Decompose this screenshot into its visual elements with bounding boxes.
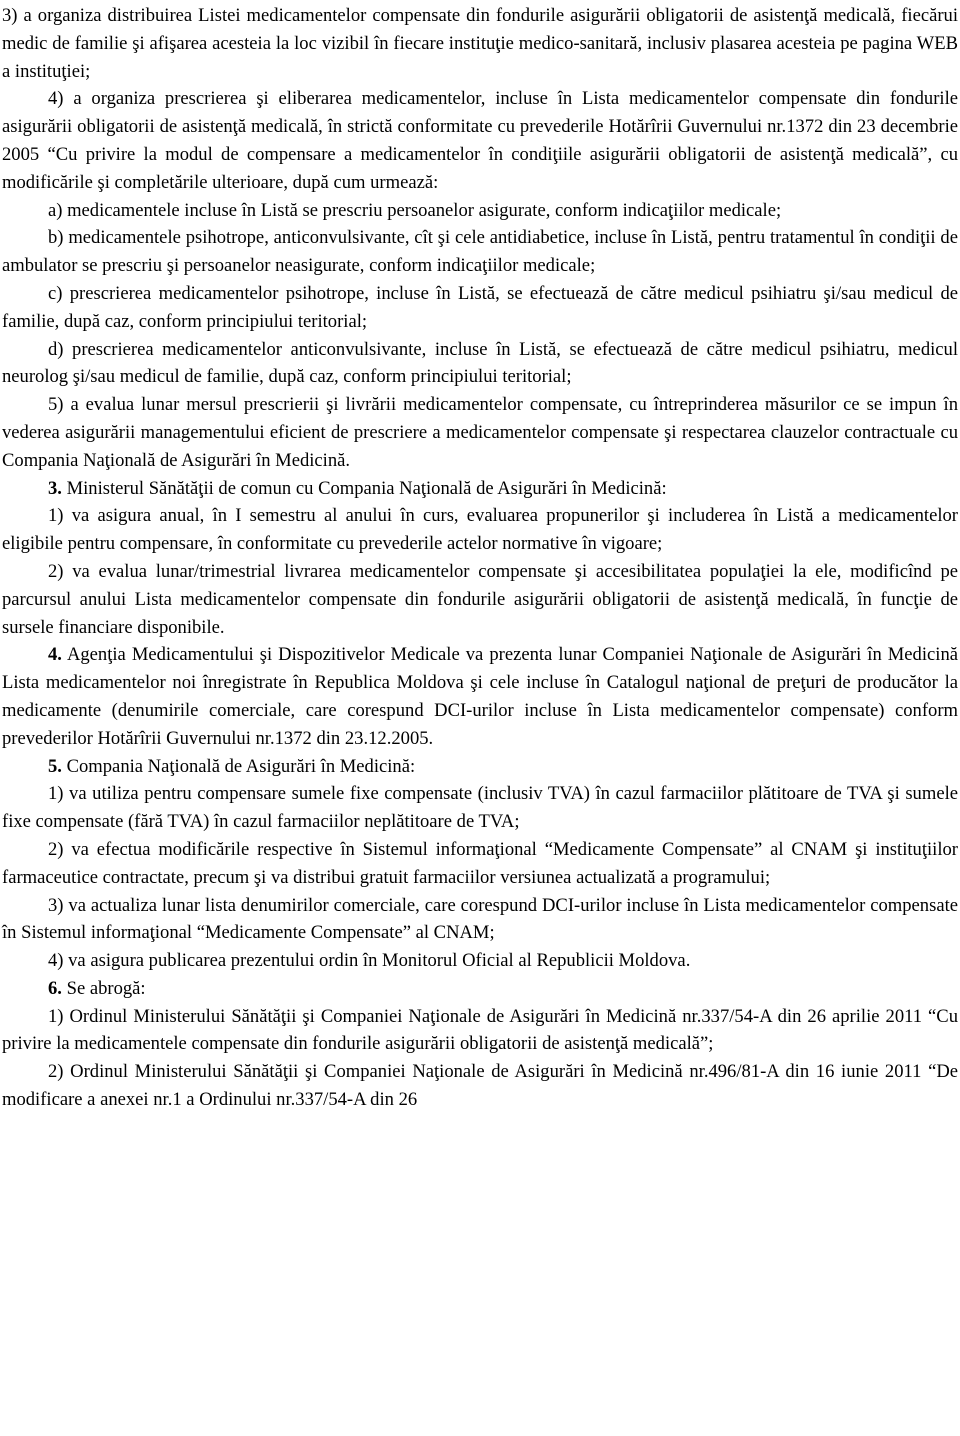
paragraph-text: 1) va utiliza pentru compensare sumele fixe compensate (inclusiv TVA) în cazul farmaciilor plătitoare de TVA şi sumele fixe compensate (fără TVA) în cazul farmaciilor neplătitoare de TVA; xyxy=(2,783,958,833)
section-5-item-3 xyxy=(2,892,958,948)
paragraph-text: b) medicamentele psihotrope, anticonvulsivante, cît şi cele antidiabetice, incluse în Listă, pentru tratamentul în condiţii de ambulator se prescriu şi persoanelor neasigurate, conform indicaţiilor medicale; xyxy=(2,227,958,277)
paragraph-text: Agenţia Medicamentului şi Dispozitivelor Medicale va prezenta lunar Companiei Naţionale de Asigurări în Medicină Lista medicamentelor noi înregistrate în Republica Moldova şi cele incluse în Catalogul naţional de preţuri de producător la medicamente (denumirile comerciale, care corespund DCI-urilor incluse în Lista medicamentelor compensate) conform prevederilor Hotărîrii Guvernului nr.1372 din 23.12.2005. xyxy=(2,644,958,749)
paragraph-text: 5) a evalua lunar mersul prescrierii şi livrării medicamentelor compensate, cu întreprinderea măsurilor ce se impun în vederea asigurării managementului eficient de prescriere a medicamentelor compensate şi respectarea clauzelor contractuale cu Compania Naţională de Asigurări în Medicină. xyxy=(2,394,958,471)
section-5-item-2 xyxy=(2,836,958,892)
section-6-heading xyxy=(2,975,958,1003)
section-6-item-1 xyxy=(2,1003,958,1059)
paragraph-text: 2) va efectua modificările respective în Sistemul informaţional “Medicamente Compensate” al CNAM şi instituţiilor farmaceutice contractate, precum şi va distribui gratuit farmaciilor versiunea actualizată a programului; xyxy=(2,838,958,888)
paragraph-text: 2) va evalua lunar/trimestrial livrarea medicamentelor compensate şi accesibilitatea populaţiei la ele, modificînd pe parcursul anului Lista medicamentelor compensate din fondurile asigurării obligatorii de asistenţă medicală, în funcţie de sursele financiare disponibile. xyxy=(2,560,958,638)
paragraph-4b xyxy=(2,224,958,280)
paragraph-text: 3) a organiza distribuirea Listei medicamentelor compensate din fondurile asigurării obligatorii de asistenţă medicală, fiecărui medic de familie şi afişarea acesteia la loc vizibil în fiecare instituţie medico-sanitară, inclusiv plasarea acesteia pe pagina WEB a instituţiei; xyxy=(2,5,958,82)
section-6-item-2 xyxy=(2,1058,958,1114)
paragraph-text: Se abrogă: xyxy=(61,977,146,999)
section-number: 5. xyxy=(48,755,62,777)
paragraph-text: 1) Ordinul Ministerului Sănătăţii şi Companiei Naţionale de Asigurări în Medicină nr.337/54-A din 26 aprilie 2011 “Cu privire la medicamentele compensate din fondurile asigurării obligatorii de asistenţă medicală”; xyxy=(2,1005,958,1055)
section-4 xyxy=(2,641,958,752)
paragraph-text: 1) va asigura anual, în I semestru al anului în curs, evaluarea propunerilor şi includerea în Listă a medicamentelor eligibile pentru compensare, în conformitate cu prevederile actelor normative în vigoare; xyxy=(2,505,958,555)
paragraph-text: d) prescrierea medicamentelor anticonvulsivante, incluse în Listă, se efectuează de către medicul psihiatru, medicul neurolog şi/sau medicul de familie, după caz, conform principiului teritorial; xyxy=(2,338,958,388)
paragraph-4c xyxy=(2,280,958,336)
section-5-heading xyxy=(2,753,958,781)
paragraph-5-evaluate xyxy=(2,391,958,474)
paragraph-text: a) medicamentele incluse în Listă se prescriu persoanelor asigurate, conform indicaţiilor medicale; xyxy=(48,199,782,221)
paragraph-text: 3) va actualiza lunar lista denumirilor comerciale, care corespund DCI-urilor incluse în Lista medicamentelor compensate în Sistemul informaţional “Medicamente Compensate” al CNAM; xyxy=(2,894,958,944)
paragraph-text: 2) Ordinul Ministerului Sănătăţii şi Companiei Naţionale de Asigurări în Medicină nr.496/81-A din 16 iunie 2011 “De modificare a anexei nr.1 a Ordinului nr.337/54-A din 26 xyxy=(2,1061,958,1111)
section-3-item-1 xyxy=(2,502,958,558)
paragraph-4a xyxy=(2,197,958,225)
section-3-heading xyxy=(2,475,958,503)
paragraph-4-prescription xyxy=(2,85,958,196)
paragraph-text: Ministerul Sănătăţii de comun cu Compania Naţională de Asigurări în Medicină: xyxy=(61,477,667,499)
section-3-item-2 xyxy=(2,558,958,641)
section-5-item-1 xyxy=(2,780,958,836)
section-number: 3. xyxy=(48,477,62,499)
paragraph-text: 4) va asigura publicarea prezentului ordin în Monitorul Oficial al Republicii Moldova. xyxy=(48,950,691,972)
section-number: 6. xyxy=(48,977,62,999)
section-number: 4. xyxy=(48,644,62,666)
section-5-item-4 xyxy=(2,947,958,975)
paragraph-text: 4) a organiza prescrierea şi eliberarea medicamentelor, incluse în Lista medicamentelor compensate din fondurile asigurării obligatorii de asistenţă medicală, în strictă conformitate cu prevederile Hotărîrii Guvernului nr.1372 din 23 decembrie 2005 “Cu privire la modul de compensare a medicamentelor în condiţiile asigurării obligatorii de asistenţă medicală”, cu modificările şi completările ulterioare, după cum urmează: xyxy=(2,88,958,193)
paragraph-3-list-distribution xyxy=(2,2,958,85)
paragraph-text: Compania Naţională de Asigurări în Medicină: xyxy=(61,755,416,777)
paragraph-text: c) prescrierea medicamentelor psihotrope, incluse în Listă, se efectuează de către medicul psihiatru şi/sau medicul de familie, după caz, conform principiului teritorial; xyxy=(2,282,958,332)
paragraph-4d xyxy=(2,336,958,392)
